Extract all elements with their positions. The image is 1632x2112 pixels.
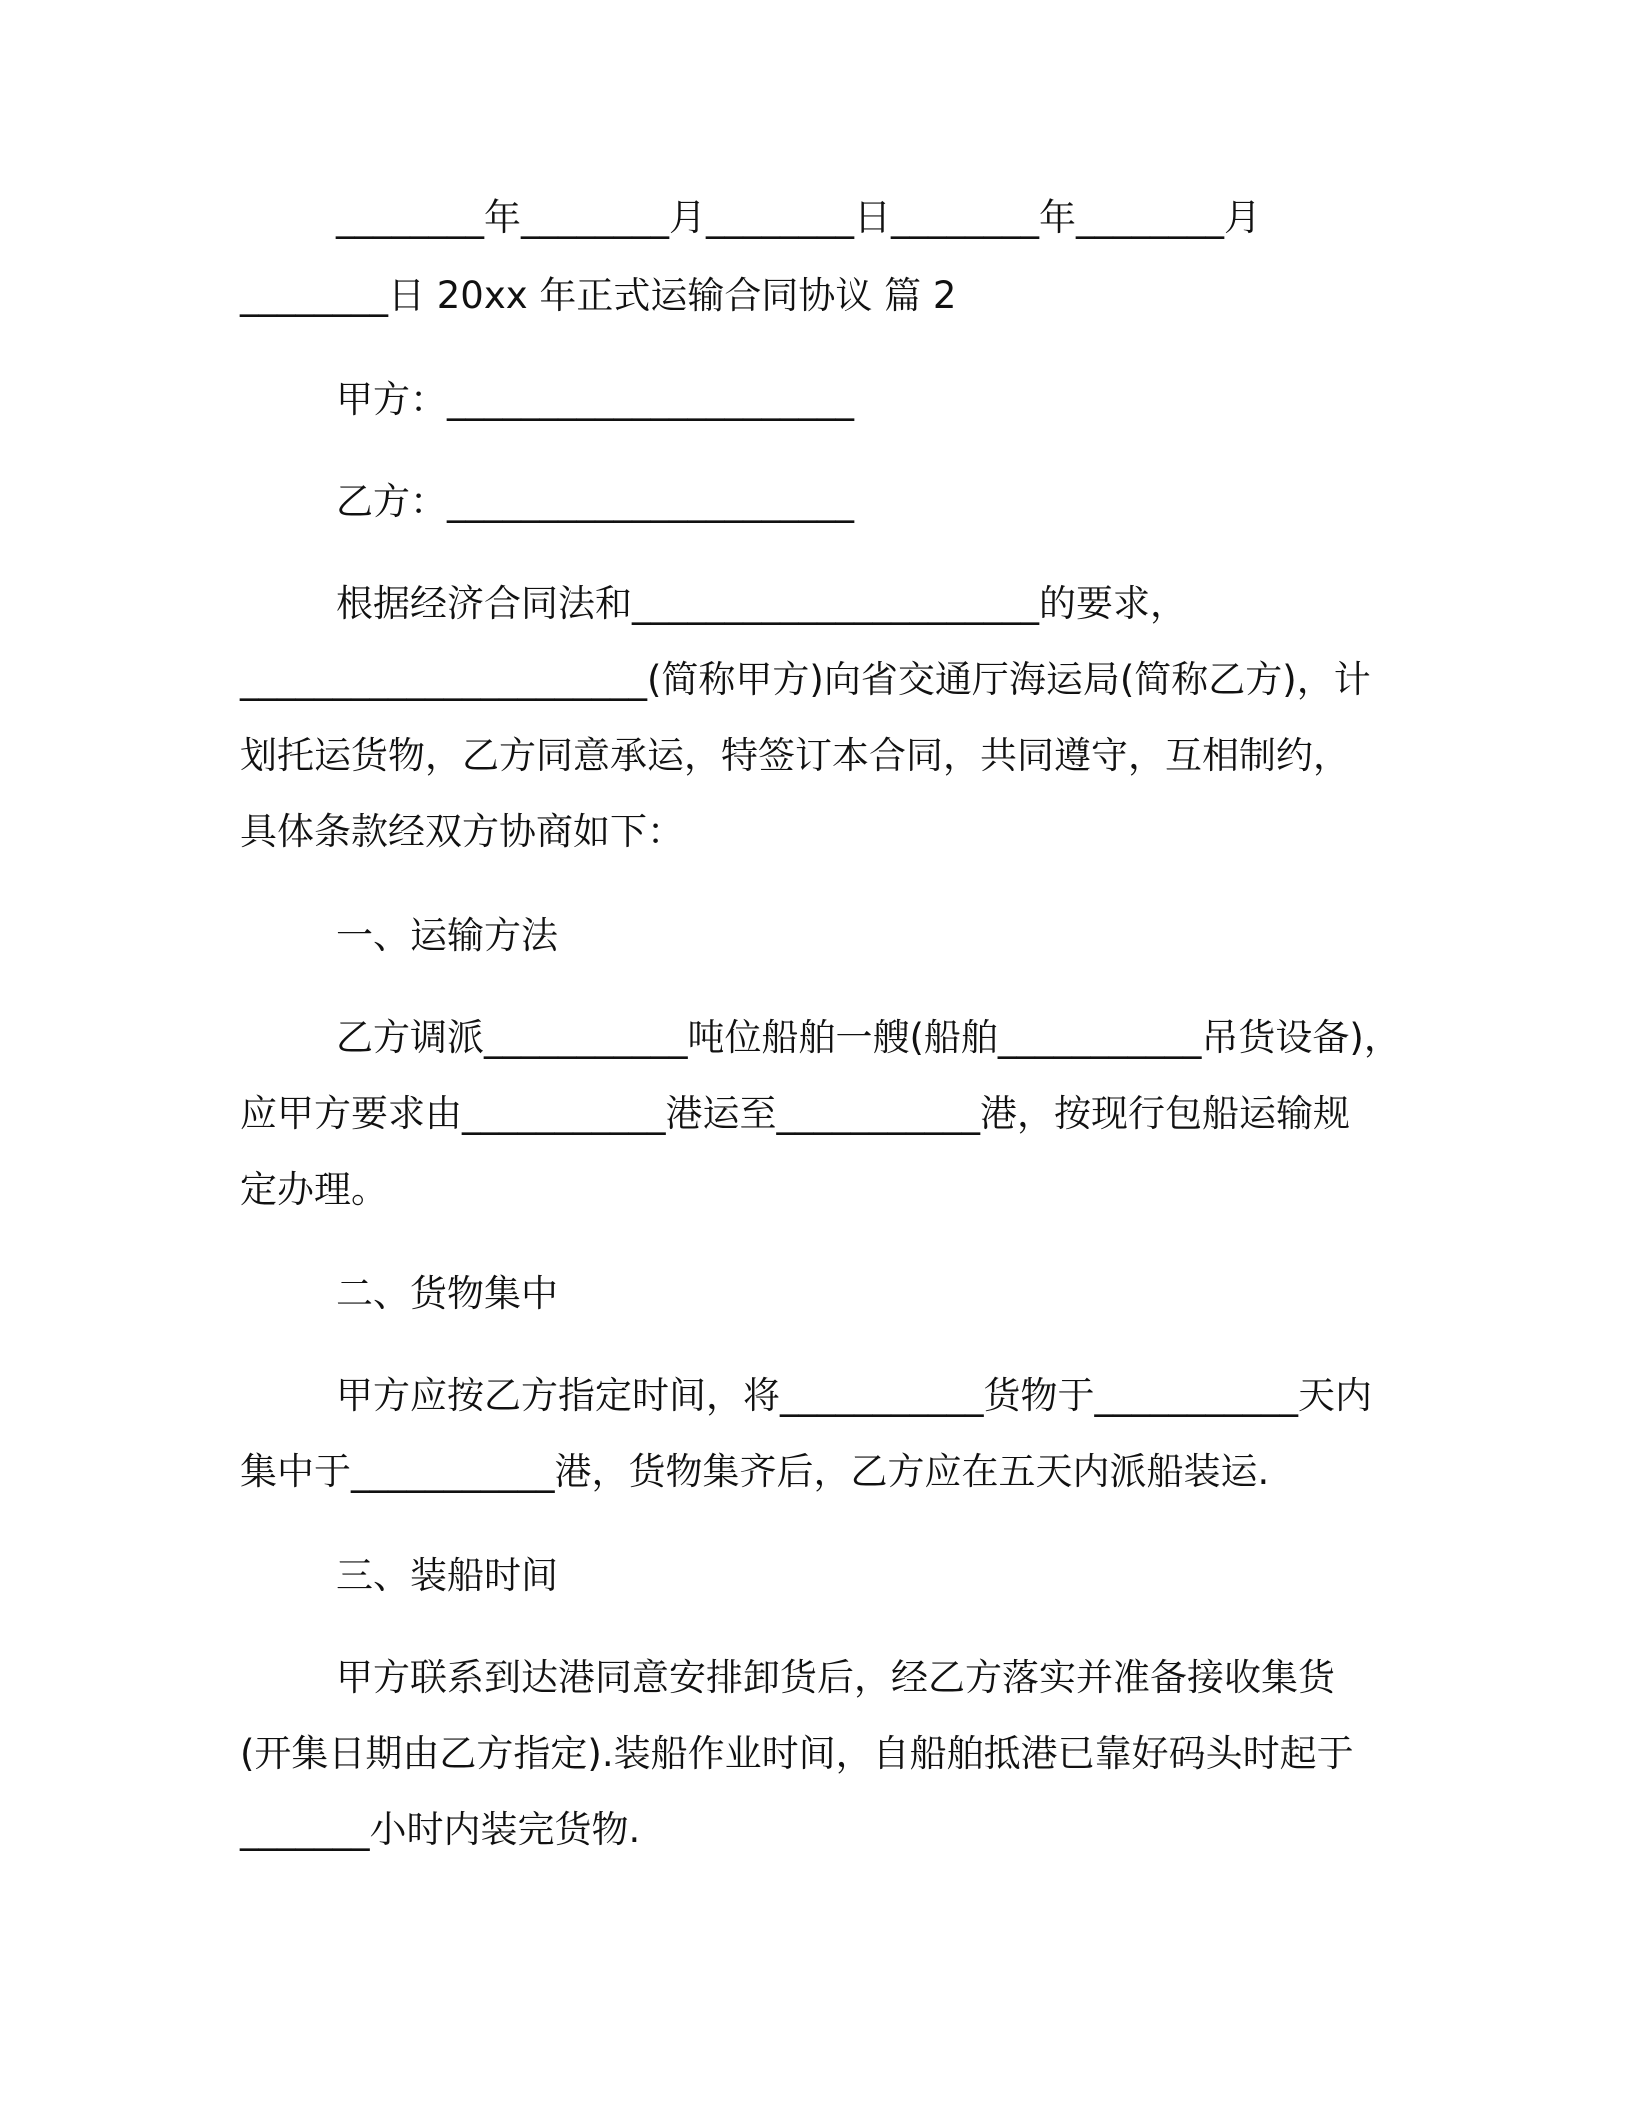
section-3-line-2: (开集日期由乙方指定).装船作业时间，自船舶抵港已靠好码头时起于	[240, 1732, 1354, 1775]
section-2-heading: 二、货物集中	[336, 1272, 558, 1315]
section-2-line-1: 甲方应按乙方指定时间，将___________货物于___________天内	[336, 1374, 1372, 1417]
preamble-line-3: 划托运货物，乙方同意承运，特签订本合同，共同遵守，互相制约，	[240, 734, 1350, 777]
document-title: ________日 20xx 年正式运输合同协议 篇 2	[240, 274, 957, 317]
section-3-line-3: _______小时内装完货物.	[240, 1808, 641, 1851]
section-2-line-2: 集中于___________港，货物集齐后，乙方应在五天内派船装运.	[240, 1450, 1270, 1493]
section-1-line-3: 定办理。	[240, 1168, 388, 1211]
party-b-line: 乙方：______________________	[336, 480, 854, 523]
section-1-heading: 一、运输方法	[336, 914, 558, 957]
section-3-line-1: 甲方联系到达港同意安排卸货后，经乙方落实并准备接收集货	[336, 1656, 1335, 1699]
section-1-line-1: 乙方调派___________吨位船舶一艘(船舶___________吊货设备)，	[336, 1016, 1401, 1059]
preamble-line-4: 具体条款经双方协商如下：	[240, 810, 684, 853]
party-a-line: 甲方：______________________	[336, 378, 854, 421]
section-1-line-2: 应甲方要求由___________港运至___________港，按现行包船运输规	[240, 1092, 1350, 1135]
preamble-line-1: 根据经济合同法和______________________的要求，	[336, 582, 1187, 625]
preamble-line-2: ______________________(简称甲方)向省交通厅海运局(简称乙方)，计	[240, 658, 1371, 701]
section-3-heading: 三、装船时间	[336, 1554, 558, 1597]
date-line: ________年________月________日________年________月	[336, 196, 1261, 239]
